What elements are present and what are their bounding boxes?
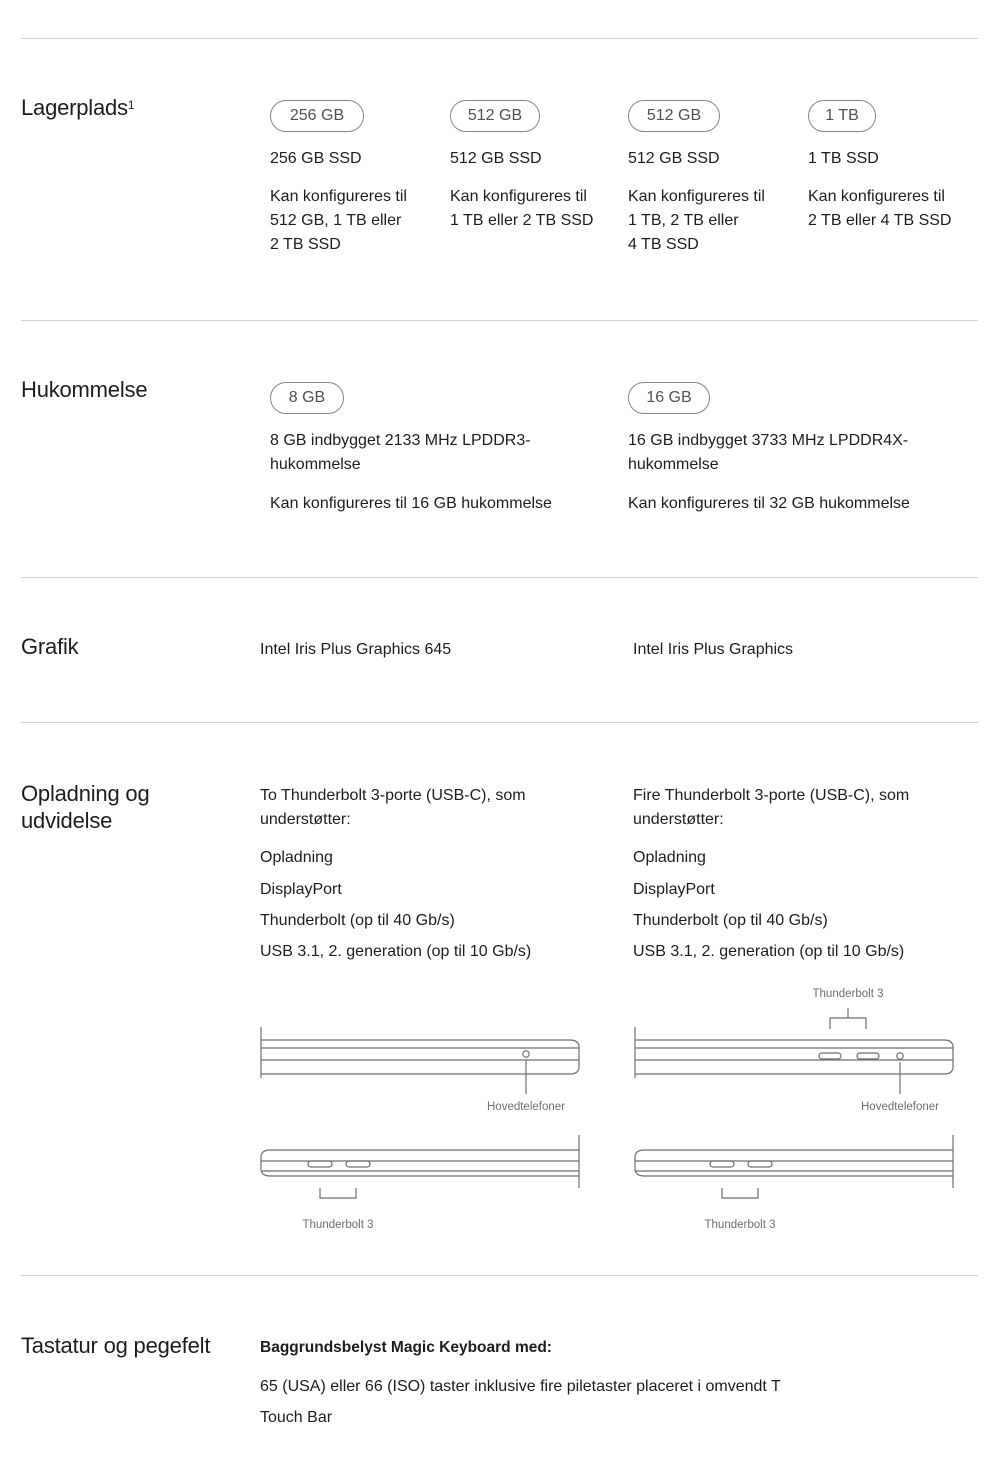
keyboard-heading: Tastatur og pegefelt	[21, 1333, 211, 1358]
memory-option-16gb-pill[interactable]: 16 GB	[628, 382, 710, 414]
ports-intro: To Thunderbolt 3-porte (USB-C), som understøtter:	[260, 787, 526, 828]
thunderbolt-label: Thunderbolt 3	[302, 1219, 374, 1231]
keyboard-feature: 65 (USA) eller 66 (ISO) taster inklusive fire piletaster placeret i omvendt T	[260, 1378, 781, 1395]
storage-option-256gb-pill[interactable]: 256 GB	[270, 100, 364, 132]
ports-diagram-two-port	[258, 1020, 588, 1235]
keyboard-feature: Touch Bar	[260, 1409, 333, 1426]
thunderbolt-label: Thunderbolt 3	[704, 1219, 776, 1231]
ports-feature: Opladning	[633, 849, 706, 866]
headphones-label: Hovedtelefoner	[487, 1101, 565, 1113]
headphones-label: Hovedtelefoner	[861, 1101, 939, 1113]
keyboard-subheading: Baggrundsbelyst Magic Keyboard med:	[260, 1339, 552, 1356]
memory-option-8gb-pill[interactable]: 8 GB	[270, 382, 344, 414]
storage-option-1tb-pill[interactable]: 1 TB	[808, 100, 876, 132]
graphics-value: Intel Iris Plus Graphics	[633, 641, 794, 658]
ports-feature: DisplayPort	[633, 881, 715, 898]
memory-description: 16 GB indbygget 3733 MHz LPDDR4X- hukommelse	[628, 432, 909, 473]
ports-feature: USB 3.1, 2. generation (op til 10 Gb/s)	[633, 943, 905, 960]
ports-heading: Opladning og udvidelse	[21, 781, 150, 833]
ports-intro: Fire Thunderbolt 3-porte (USB-C), som understøtter:	[633, 787, 910, 828]
ports-feature: DisplayPort	[260, 881, 342, 898]
storage-option-512gb-pill[interactable]: 512 GB	[450, 100, 540, 132]
storage-capacity: 512 GB SSD	[450, 150, 542, 167]
thunderbolt-label: Thunderbolt 3	[812, 988, 884, 1000]
memory-heading: Hukommelse	[21, 377, 148, 402]
storage-capacity: 256 GB SSD	[270, 150, 362, 167]
graphics-heading: Grafik	[21, 634, 79, 659]
ports-diagram-four-port	[632, 983, 962, 1238]
ports-feature: Opladning	[260, 849, 333, 866]
storage-config-note: Kan konfigureres til 1 TB, 2 TB eller 4 TB SSD	[628, 188, 765, 253]
storage-capacity: 512 GB SSD	[628, 150, 720, 167]
storage-footnote[interactable]: 1	[127, 98, 135, 112]
storage-config-note: Kan konfigureres til 1 TB eller 2 TB SSD	[450, 188, 594, 229]
graphics-value: Intel Iris Plus Graphics 645	[260, 641, 452, 658]
storage-heading: Lagerplads$^1$	[21, 95, 135, 120]
memory-description: 8 GB indbygget 2133 MHz LPDDR3- hukommelse	[270, 432, 531, 473]
storage-option-512gb-pill[interactable]: 512 GB	[628, 100, 720, 132]
ports-feature: USB 3.1, 2. generation (op til 10 Gb/s)	[260, 943, 532, 960]
storage-capacity: 1 TB SSD	[808, 150, 879, 167]
ports-feature: Thunderbolt (op til 40 Gb/s)	[260, 912, 455, 929]
divider-memory-graphics	[21, 577, 978, 578]
storage-config-note: Kan konfigureres til 2 TB eller 4 TB SSD	[808, 188, 952, 229]
divider-graphics-ports	[21, 722, 978, 723]
memory-config-note: Kan konfigureres til 16 GB hukommelse	[270, 495, 552, 512]
divider-top	[21, 38, 978, 39]
divider-ports-keyboard	[21, 1275, 978, 1276]
memory-config-note: Kan konfigureres til 32 GB hukommelse	[628, 495, 910, 512]
divider-storage-memory	[21, 320, 978, 321]
storage-config-note: Kan konfigureres til 512 GB, 1 TB eller 2 TB SSD	[270, 188, 407, 253]
ports-feature: Thunderbolt (op til 40 Gb/s)	[633, 912, 828, 929]
